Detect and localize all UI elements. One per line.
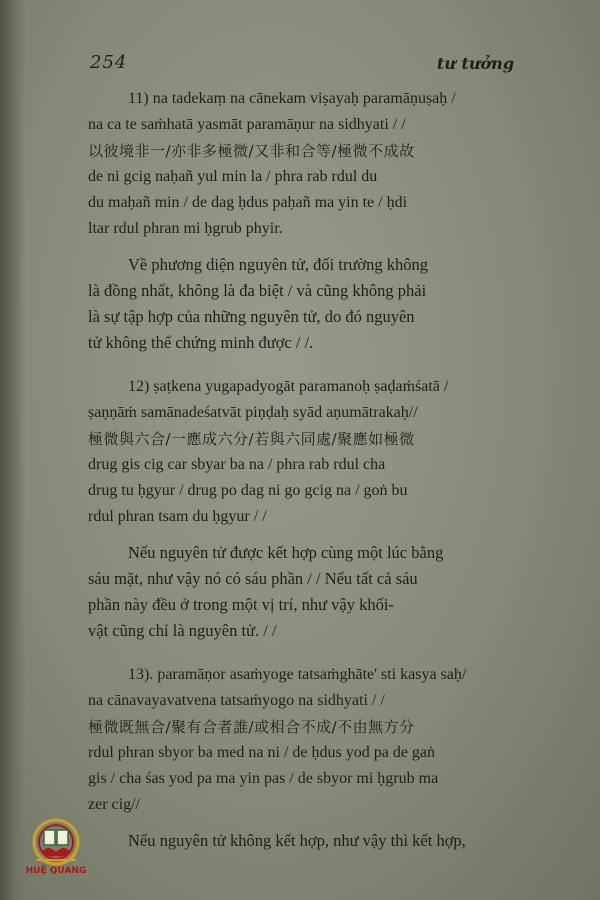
vietnamese-line: Nếu nguyên tử không kết hợp, như vậy thì kết hợp, [128,831,466,850]
publisher-logo [14,818,98,884]
tibetan-line: gis / cha śas yod pa ma yin pas / de sbyor mi ḥgrub ma [88,770,439,787]
vietnamese-translation-11 [88,252,518,356]
sanskrit-line: 12) ṣaṭkena yugapadyogāt paramanoḥ ṣaḍaṁśatā / [128,378,449,395]
vietnamese-line: Về phương diện nguyên tử, đối trường không [128,255,428,274]
vietnamese-translation-12 [88,540,518,644]
vietnamese-line: sáu mặt, như vậy nó có sáu phần / / Nếu tất cả sáu [88,569,418,588]
page-number: 254 [90,52,128,73]
vietnamese-translation-13 [88,828,518,854]
verse-13 [88,662,518,818]
vietnamese-line: là sự tập hợp của những nguyên tử, do đó nguyên [88,307,415,326]
page-body [88,86,518,872]
verse-11 [88,86,518,242]
tibetan-line: rdul phran tsam du ḥgyur / / [88,508,267,525]
tibetan-line: du maḥañ min / de dag ḥdus paḥañ ma yin te / ḥdi [88,194,408,211]
chinese-line: 極微既無合/聚有合者誰/或相合不成/不由無方分 [88,718,415,736]
verse-12 [88,374,518,530]
tibetan-line: drug gis cig car sbyar ba na / phra rab rdul cha [88,456,386,473]
sanskrit-line: ṣaṇṇāṁ samānadeśatvāt piṇḍaḥ syād aṇumātrakaḥ// [88,404,418,421]
sanskrit-line: 11) na tadekaṃ na cānekam viṣayaḥ paramāṇuṣaḥ / [128,90,456,107]
lotus-book-icon [14,818,98,868]
sanskrit-line: na cānavayavatvena tatsaṁyogo na sidhyati / / [88,692,385,709]
page-header [90,52,514,78]
vietnamese-line: Nếu nguyên tử được kết hợp cùng một lúc bằng [128,543,444,562]
tibetan-line: drug tu ḥgyur / drug po dag ni go gcig na / goṅ bu [88,482,408,499]
running-head: tư tưởng [436,54,514,73]
chinese-line: 以彼境非一/亦非多極微/又非和合等/極微不成故 [88,142,415,160]
sanskrit-line: na ca te saṁhatā yasmāt paramāṇur na sidhyati / / [88,116,406,133]
vietnamese-line: vật cũng chỉ là nguyên tử. / / [88,621,277,640]
vietnamese-line: tử không thể chứng minh được / /. [88,333,314,352]
sanskrit-line: 13). paramāṇor asaṁyoge tatsaṁghāte' sti kasya saḥ/ [128,666,467,683]
logo-text: HUỆ QUANG [25,866,87,876]
chinese-line: 極微與六合/一應成六分/若與六同處/聚應如極微 [88,430,415,448]
vietnamese-line: là đồng nhất, không là đa biệt / và cũng không phải [88,281,427,300]
tibetan-line: rdul phran sbyor ba med na ni / de ḥdus yod pa de gaṅ [88,744,436,761]
tibetan-line: ltar rdul phran mi ḥgrub phyir. [88,220,283,237]
tibetan-line: de ni gcig naḥañ yul min la / phra rab rdul du [88,168,378,185]
tibetan-line: zer cig// [88,796,140,813]
vietnamese-line: phần này đều ở trong một vị trí, như vậy khối- [88,595,394,614]
